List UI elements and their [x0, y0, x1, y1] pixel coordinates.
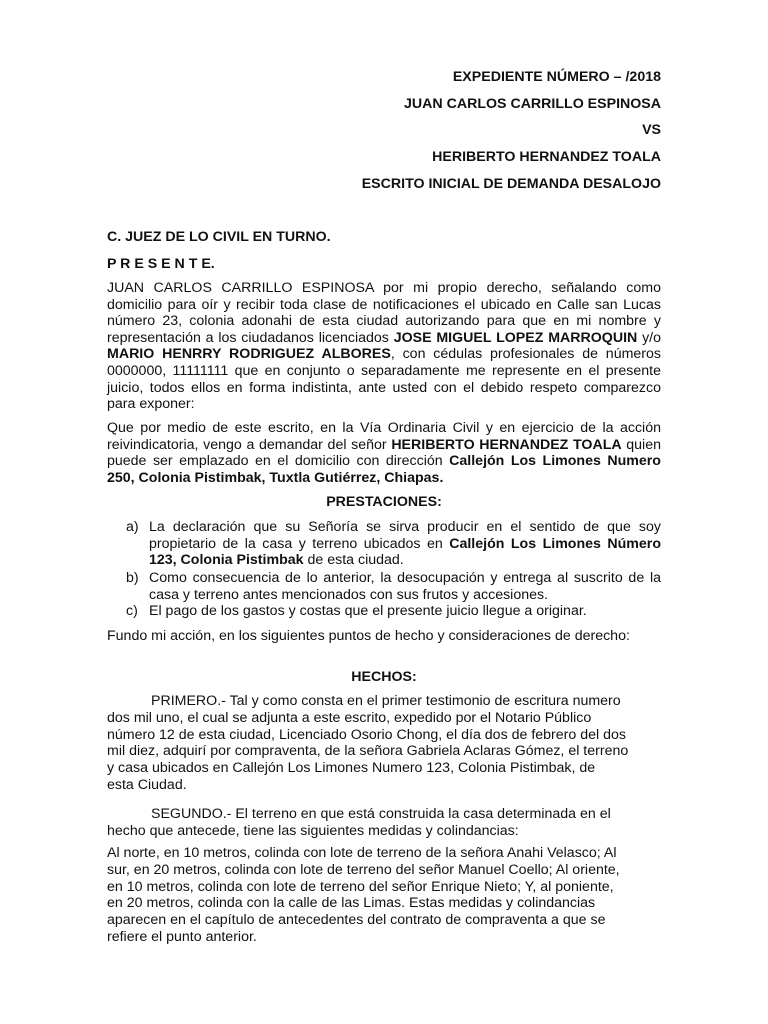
segundo-paragraph: [107, 806, 661, 840]
text-line: SEGUNDO.- El terreno en que está construida la casa determinada en el: [151, 806, 611, 822]
list-marker: c): [126, 603, 138, 619]
text-line: y casa ubicados en Callejón Los Limones Numero 123, Colonia Pistimbak, de: [107, 760, 596, 777]
item-text: El pago de los gastos y costas que el presente juicio llegue a originar.: [149, 603, 587, 619]
document-title: ESCRITO INICIAL DE DEMANDA DESALOJO: [361, 176, 661, 192]
item-text: Como consecuencia de lo anterior, la desocupación y entrega al suscrito de la casa y terreno antes mencionados con sus frutos y accesiones.: [149, 570, 661, 603]
defendant-address: Callejón Los Limones Numero 250, Colonia Pistimbak, Tuxtla Gutiérrez, Chiapas.: [107, 453, 661, 486]
text-line: refiere el punto anterior.: [107, 928, 257, 945]
intro-text-2: y/o: [637, 329, 662, 346]
addressee: C. JUEZ DE LO CIVIL EN TURNO.: [107, 229, 331, 245]
item-text: La declaración que su Señoría se sirva producir en el sentido de que soy propietario de la casa y terreno ubicados en: [149, 519, 661, 552]
hechos-heading: HECHOS:: [351, 669, 417, 685]
property-address: Callejón Los Limones Número 123, Colonia Pistimbak: [149, 535, 661, 569]
text-line: sur, en 20 metros, colinda con lote de terreno del señor Manuel Coello; Al oriente,: [107, 861, 620, 878]
lawyer-name-1: JOSE MIGUEL LOPEZ MARROQUIN: [393, 329, 638, 346]
prestacion-item-b: [107, 570, 661, 603]
medidas-paragraph: [107, 845, 661, 946]
defendant-bold: HERIBERTO HERNANDEZ TOALA: [391, 436, 622, 453]
text-line: en 20 metros, colinda con la calle de las Limas. Estas medidas y colindancias: [107, 895, 596, 912]
intro-paragraph: [107, 280, 661, 413]
item-text-end: de esta ciudad.: [303, 552, 404, 569]
claim-paragraph: [107, 420, 661, 486]
text-line: dos mil uno, el cual se adjunta a este escrito, expedido por el Notario Público: [107, 709, 592, 726]
defendant-name: HERIBERTO HERNANDEZ TOALA: [432, 149, 661, 165]
case-number: EXPEDIENTE NÚMERO – /2018: [452, 69, 661, 85]
claim-text-2: quien puede ser emplazado en el domicilio con dirección: [107, 436, 661, 470]
prestaciones-heading: PRESTACIONES:: [326, 494, 442, 510]
claim-text-1: Que por medio de este escrito, en la Vía Ordinaria Civil y en ejercicio de la acción reivindicatoria, vengo a demandar del señor: [107, 420, 661, 453]
text-line: esta Ciudad.: [107, 776, 187, 793]
text-line: número 12 de esta ciudad, Licenciado Osorio Chong, el día dos de febrero del dos: [107, 726, 626, 743]
intro-text-3: , con cédulas profesionales de números 0000000, 11111111 que en conjunto o separadamente me represente en el presente juicio, todos ellos en forma indistinta, ante usted con el debido respeto comparezco para exponer:: [107, 346, 661, 413]
text-line: aparecen en el capítulo de antecedentes del contrato de compraventa a que se: [107, 912, 606, 929]
intro-text-1: JUAN CARLOS CARRILLO ESPINOSA por mi propio derecho, señalando como domicilio para oír y recibir toda clase de notificaciones el ubicado en Calle san Lucas número 23, colonia adonahi de esta ciudad autorizando para que en mi nombre y representación a los ciudadanos licenciados: [107, 280, 661, 346]
prestacion-item-a: [107, 519, 661, 569]
primero-paragraph: [107, 693, 661, 794]
plaintiff-name: JUAN CARLOS CARRILLO ESPINOSA: [404, 96, 661, 112]
versus-label: VS: [642, 122, 661, 138]
presente-heading: P R E S E N T E.: [107, 256, 215, 272]
lawyer-name-2: MARIO HENRRY RODRIGUEZ ALBORES: [107, 346, 391, 363]
list-marker: b): [126, 570, 139, 586]
fundamento-paragraph: Fundo mi acción, en los siguientes puntos de hecho y consideraciones de derecho:: [107, 628, 630, 644]
text-line: en 10 metros, colinda con lote de terreno del señor Enrique Nieto; Y, al poniente,: [107, 878, 614, 895]
text-line: Al norte, en 10 metros, colinda con lote de terreno de la señora Anahi Velasco; Al: [107, 845, 617, 861]
text-line: mil diez, adquirí por compraventa, de la señora Gabriela Aclaras Gómez, el terreno: [107, 743, 629, 760]
text-line: PRIMERO.- Tal y como consta en el primer testimonio de escritura numero: [151, 693, 621, 709]
text-line: hecho que antecede, tiene las siguientes medidas y colindancias:: [107, 822, 519, 839]
prestacion-item-c: [107, 603, 661, 620]
list-marker: a): [126, 519, 139, 535]
